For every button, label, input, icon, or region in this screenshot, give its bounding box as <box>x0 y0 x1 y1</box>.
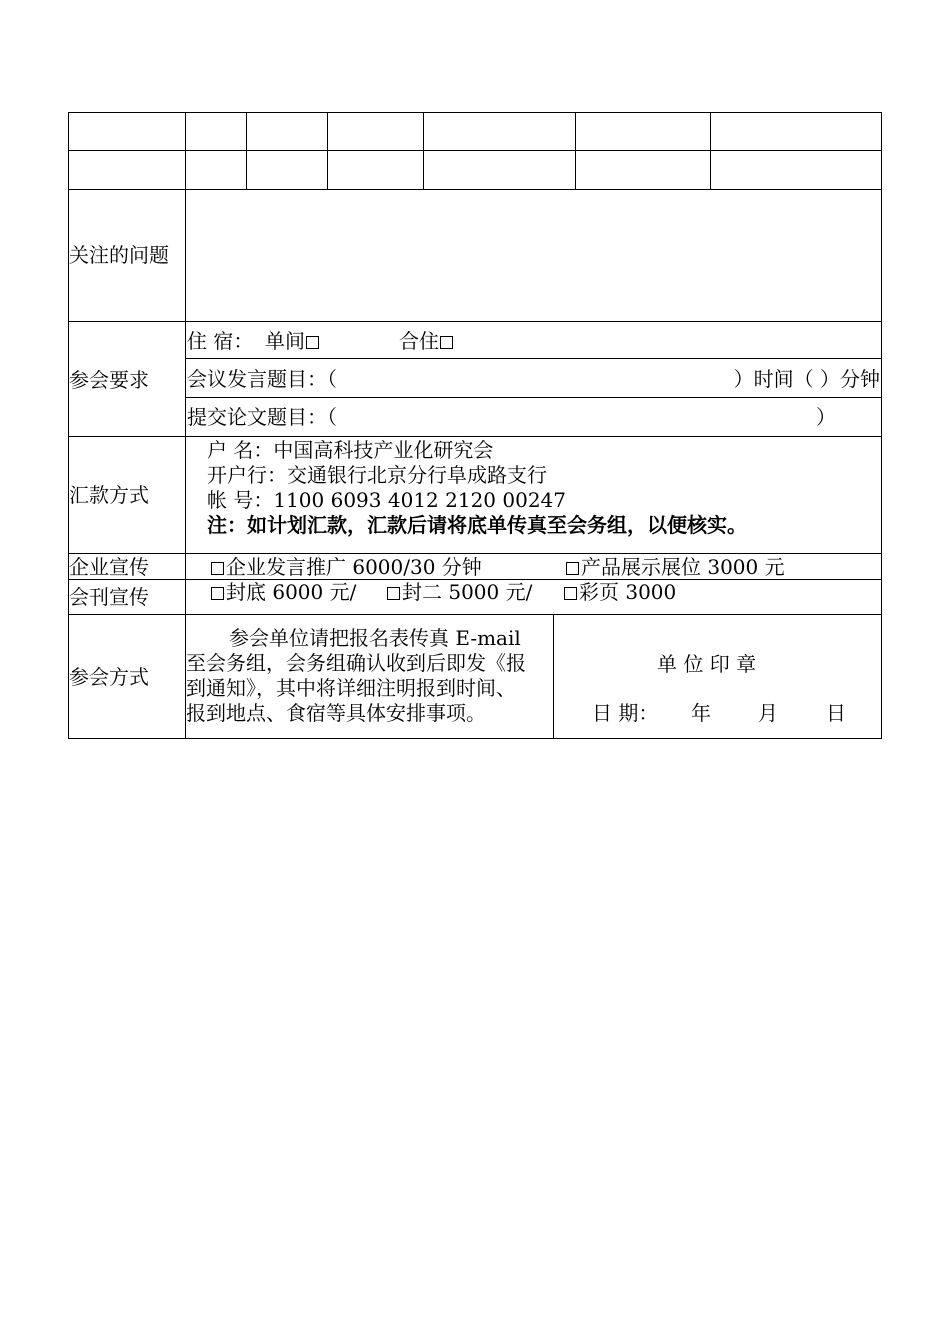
row-divider <box>185 358 882 359</box>
journal-promo-label: 会刊宣传 <box>69 585 149 609</box>
row-divider <box>68 614 882 615</box>
entry-cell[interactable] <box>69 113 185 150</box>
journal-promo-checkbox-3[interactable] <box>564 587 577 600</box>
attendance-text-line-4: 报到地点、食宿等具体安排事项。 <box>186 701 486 725</box>
payment-label: 汇款方式 <box>69 483 149 507</box>
entry-cell[interactable] <box>186 151 246 189</box>
date-month-label: 月 <box>758 701 778 725</box>
entry-cell[interactable] <box>711 113 881 150</box>
single-room-checkbox[interactable] <box>306 336 319 349</box>
enterprise-promo-option-2-label: 产品展示展位 3000 元 <box>581 555 785 579</box>
journal-promo-option-2[interactable] <box>386 582 532 602</box>
shared-room-option[interactable] <box>399 331 455 351</box>
speech-time-label: ）时间（ ）分钟 <box>733 367 880 391</box>
enterprise-promo-option-1-label: 企业发言推广 6000/30 分钟 <box>226 555 482 579</box>
entry-cell[interactable] <box>576 151 710 189</box>
date-year-label: 年 <box>691 701 711 725</box>
entry-cell[interactable] <box>328 151 423 189</box>
journal-promo-option-3[interactable] <box>563 582 676 602</box>
single-room-option[interactable] <box>265 331 321 351</box>
entry-cell[interactable] <box>576 113 710 150</box>
attendance-text-line-2: 至会务组，会务组确认收到后即发《报 <box>186 651 526 675</box>
date-label: 日 期： <box>592 701 659 725</box>
table-border <box>68 112 69 739</box>
shared-room-label: 合住 <box>399 329 439 353</box>
journal-promo-option-3-label: 彩页 3000 <box>579 580 677 604</box>
row-divider <box>185 397 882 398</box>
date-day-label: 日 <box>826 701 846 725</box>
table-border <box>881 112 882 739</box>
entry-cell[interactable] <box>69 151 185 189</box>
lodging-label: 住 宿： <box>187 329 254 353</box>
focus-label: 关注的问题 <box>69 243 169 267</box>
paper-topic-label: 提交论文题目：（ <box>187 405 337 429</box>
unit-seal-label: 单 位 印 章 <box>657 652 757 676</box>
account-number: 帐 号：1100 6093 4012 2120 00247 <box>207 488 567 512</box>
enterprise-promo-checkbox-1[interactable] <box>211 562 224 575</box>
journal-promo-option-1[interactable] <box>210 582 356 602</box>
bank-name: 开户行：交通银行北京分行阜成路支行 <box>207 463 547 487</box>
enterprise-promo-option-2[interactable] <box>565 557 785 577</box>
journal-promo-checkbox-1[interactable] <box>211 587 224 600</box>
enterprise-promo-label: 企业宣传 <box>69 555 149 579</box>
row-divider <box>68 553 882 554</box>
payment-note: 注：如计划汇款，汇款后请将底单传真至会务组，以便核实。 <box>207 513 747 537</box>
shared-room-checkbox[interactable] <box>440 336 453 349</box>
row-divider <box>68 321 882 322</box>
journal-promo-option-2-label: 封二 5000 元/ <box>402 580 533 604</box>
entry-cell[interactable] <box>247 151 327 189</box>
paper-topic-close: ） <box>816 405 836 429</box>
journal-promo-option-1-label: 封底 6000 元/ <box>226 580 357 604</box>
entry-cell[interactable] <box>424 113 575 150</box>
column-divider <box>553 614 554 739</box>
attendance-text-line-3: 到通知》，其中将详细注明报到时间、 <box>186 676 516 700</box>
attendance-label: 参会方式 <box>69 665 149 689</box>
entry-cell[interactable] <box>186 113 246 150</box>
enterprise-promo-option-1[interactable] <box>210 557 482 577</box>
enterprise-promo-checkbox-2[interactable] <box>566 562 579 575</box>
row-divider <box>68 436 882 437</box>
journal-promo-checkbox-2[interactable] <box>387 587 400 600</box>
attendance-text-line-1: 参会单位请把报名表传真 E-mail <box>229 626 521 650</box>
focus-input-area[interactable] <box>186 190 881 321</box>
single-room-label: 单间 <box>265 329 305 353</box>
entry-cell[interactable] <box>424 151 575 189</box>
speech-topic-label: 会议发言题目：（ <box>187 367 337 391</box>
entry-cell[interactable] <box>328 113 423 150</box>
entry-cell[interactable] <box>711 151 881 189</box>
account-name: 户 名：中国高科技产业化研究会 <box>207 438 494 462</box>
requirements-label: 参会要求 <box>69 368 149 392</box>
table-border <box>68 738 882 739</box>
entry-cell[interactable] <box>247 113 327 150</box>
